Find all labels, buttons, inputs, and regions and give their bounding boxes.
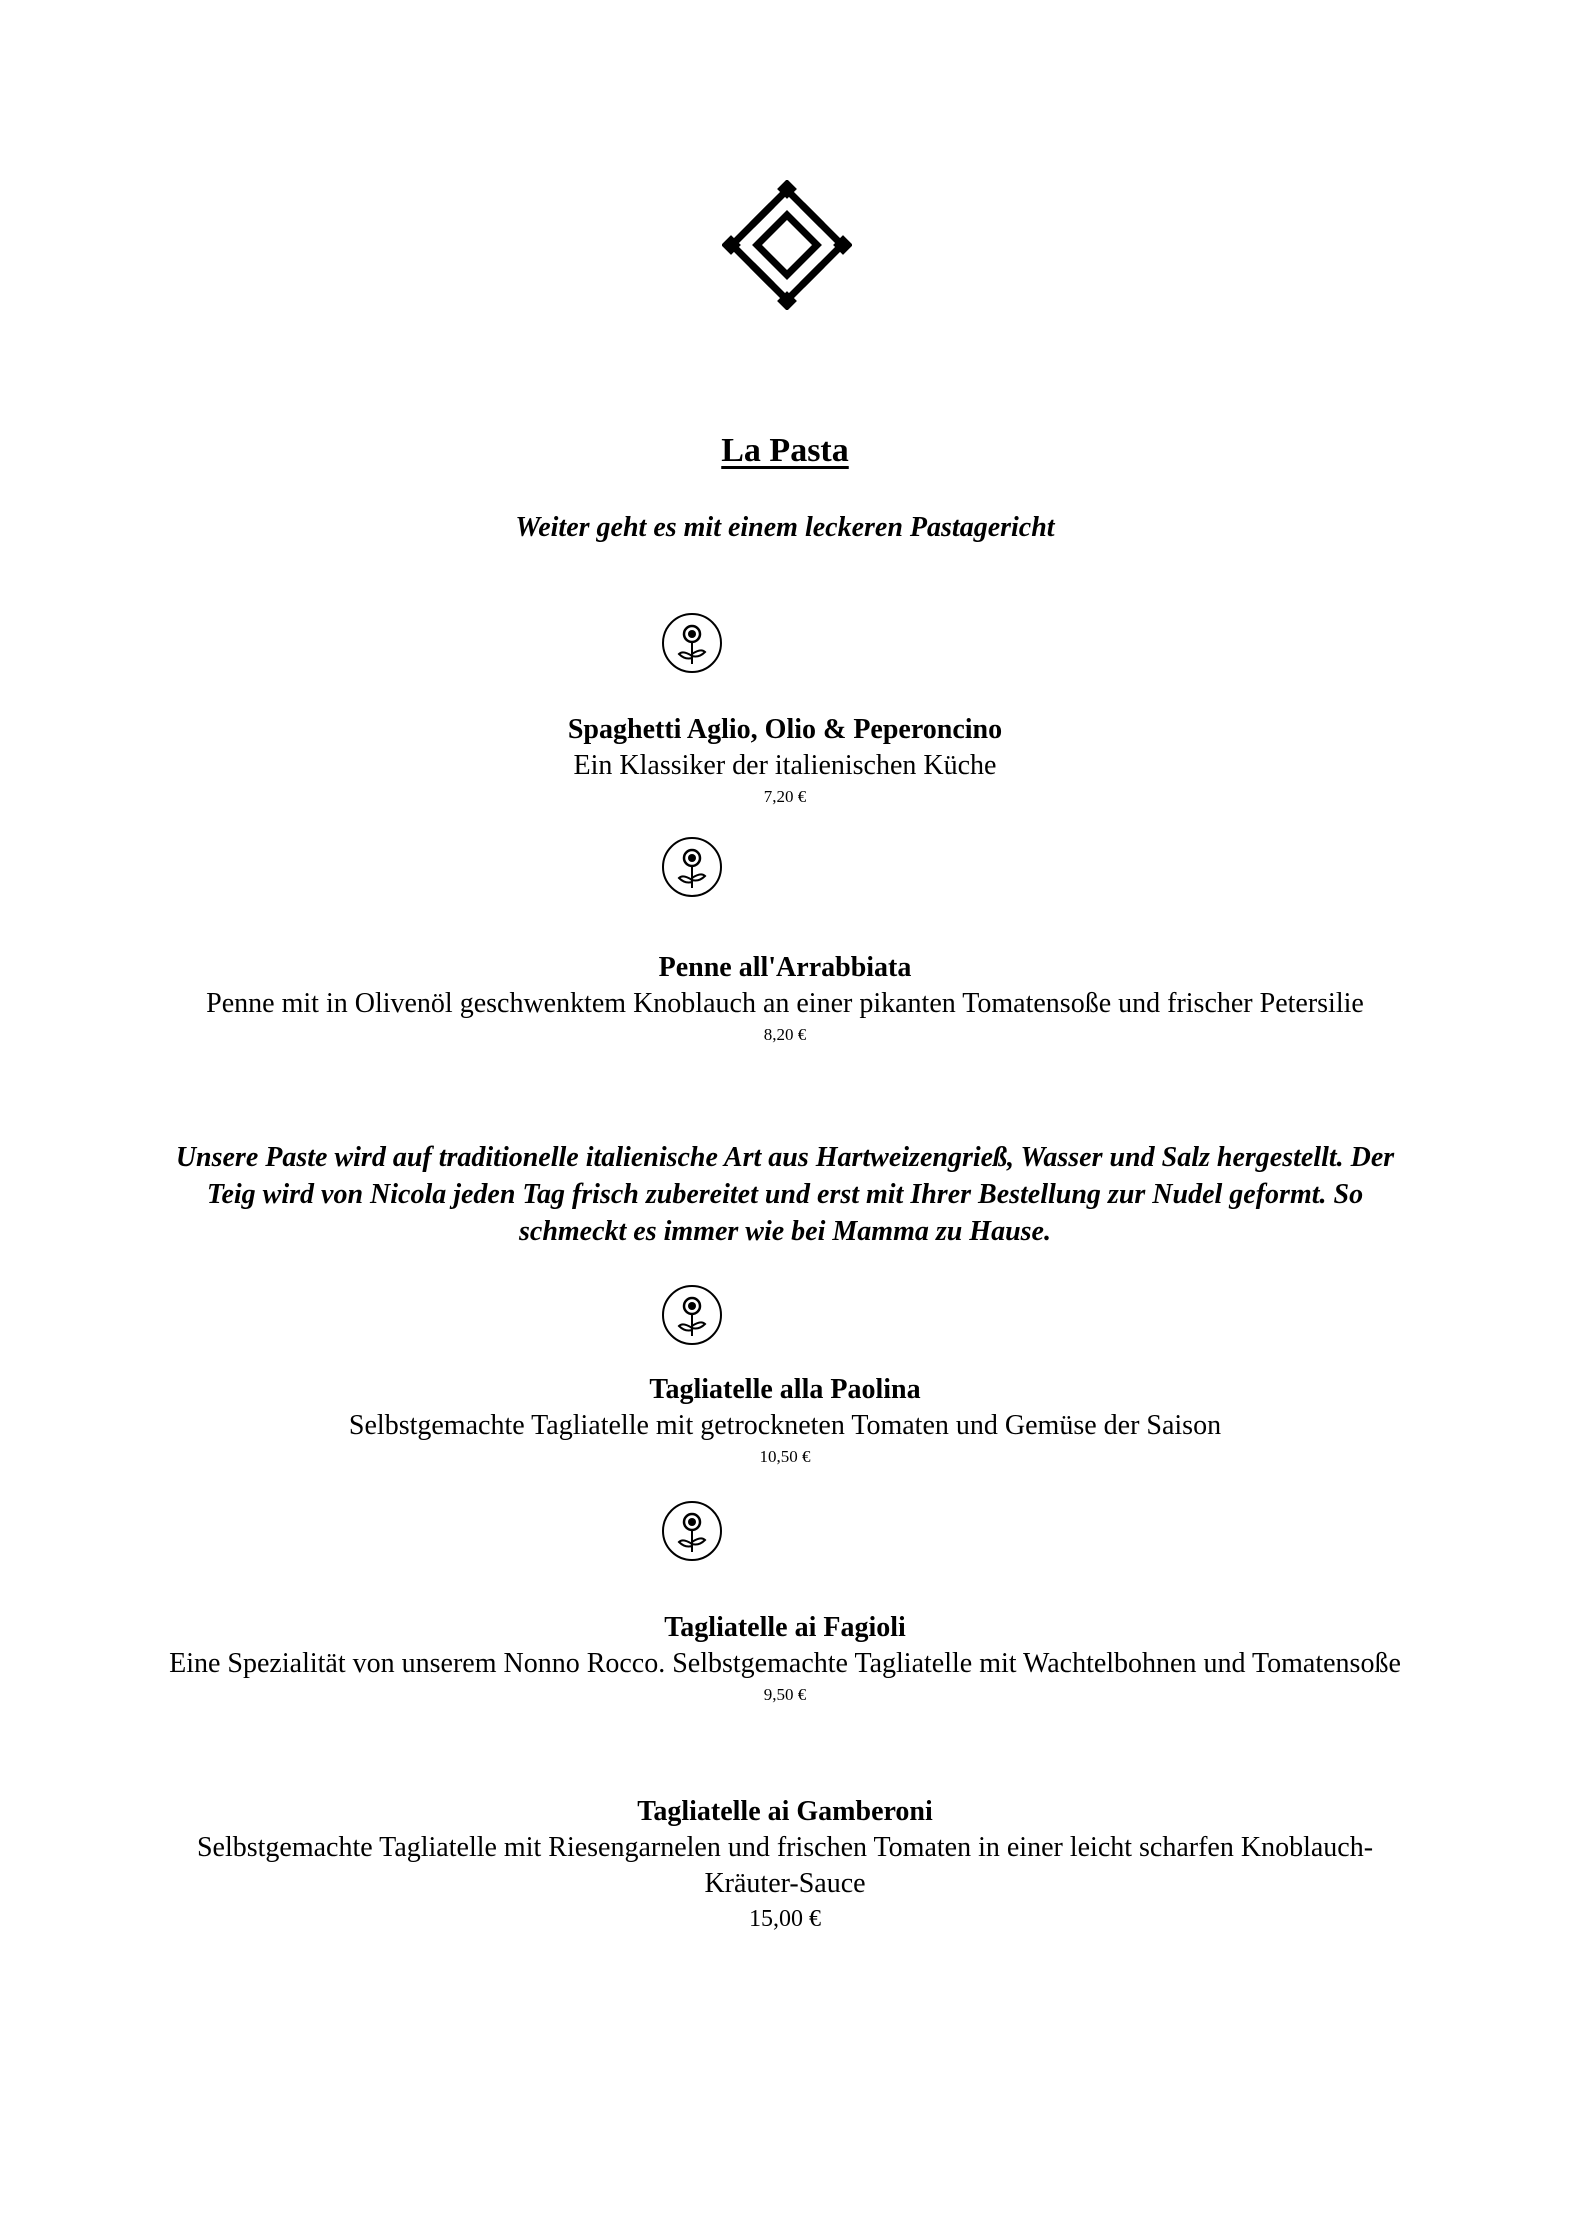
dish-price: 10,50 € [759,1447,811,1466]
dish-price: 15,00 € [749,1906,821,1932]
sunflower-icon [661,1500,723,1562]
section-title: La Pasta [721,432,849,469]
dish-price: 9,50 € [763,1685,807,1704]
dish-description: Selbstgemachte Tagliatelle mit getrockneten Tomaten und Gemüse der Saison [348,1410,1222,1441]
sunflower-icon [661,1284,723,1346]
dish-item [160,950,1410,1048]
dish-description: Eine Spezialität von unserem Nonno Rocco. Selbstgemachte Tagliatelle mit Wachtelbohnen und Tomatensoße [169,1648,1401,1679]
dish-description: Penne mit in Olivenöl geschwenktem Knoblauch an einer pikanten Tomatensoße und frischer Petersilie [206,988,1364,1019]
dish-name: Tagliatelle ai Fagioli [664,1612,906,1643]
sunflower-icon [661,612,723,674]
dish-description: Ein Klassiker der italienischen Küche [573,750,997,781]
diamond-knot-logo [722,180,852,310]
dish-name: Tagliatelle ai Gamberoni [637,1796,933,1827]
dish-name: Spaghetti Aglio, Olio & Peperoncino [567,714,1003,745]
dish-name: Penne all'Arrabbiata [658,952,912,983]
sunflower-icon [661,836,723,898]
dish-price: 7,20 € [763,787,807,806]
dish-price: 8,20 € [763,1025,807,1044]
dish-item [160,712,1410,810]
section-subtitle: Weiter geht es mit einem leckeren Pastagericht [515,512,1055,543]
dish-item [160,1372,1410,1470]
dish-name: Tagliatelle alla Paolina [649,1374,921,1405]
pasta-note: Unsere Paste wird auf traditionelle italienische Art aus Hartweizengrieß, Wasser und Salz hergestellt. Der Teig wird von Nicola jeden Tag frisch zubereitet und erst mit Ihrer Bestellung zur Nudel geformt. So schmeckt es immer wie bei Mamma zu Hause. [175,1142,1395,1247]
dish-item [160,1794,1410,1936]
dish-item [160,1610,1410,1708]
dish-description: Selbstgemachte Tagliatelle mit Riesengarnelen und frischen Tomaten in einer leicht scharfen Knoblauch-Kräuter-Sauce [196,1832,1374,1899]
